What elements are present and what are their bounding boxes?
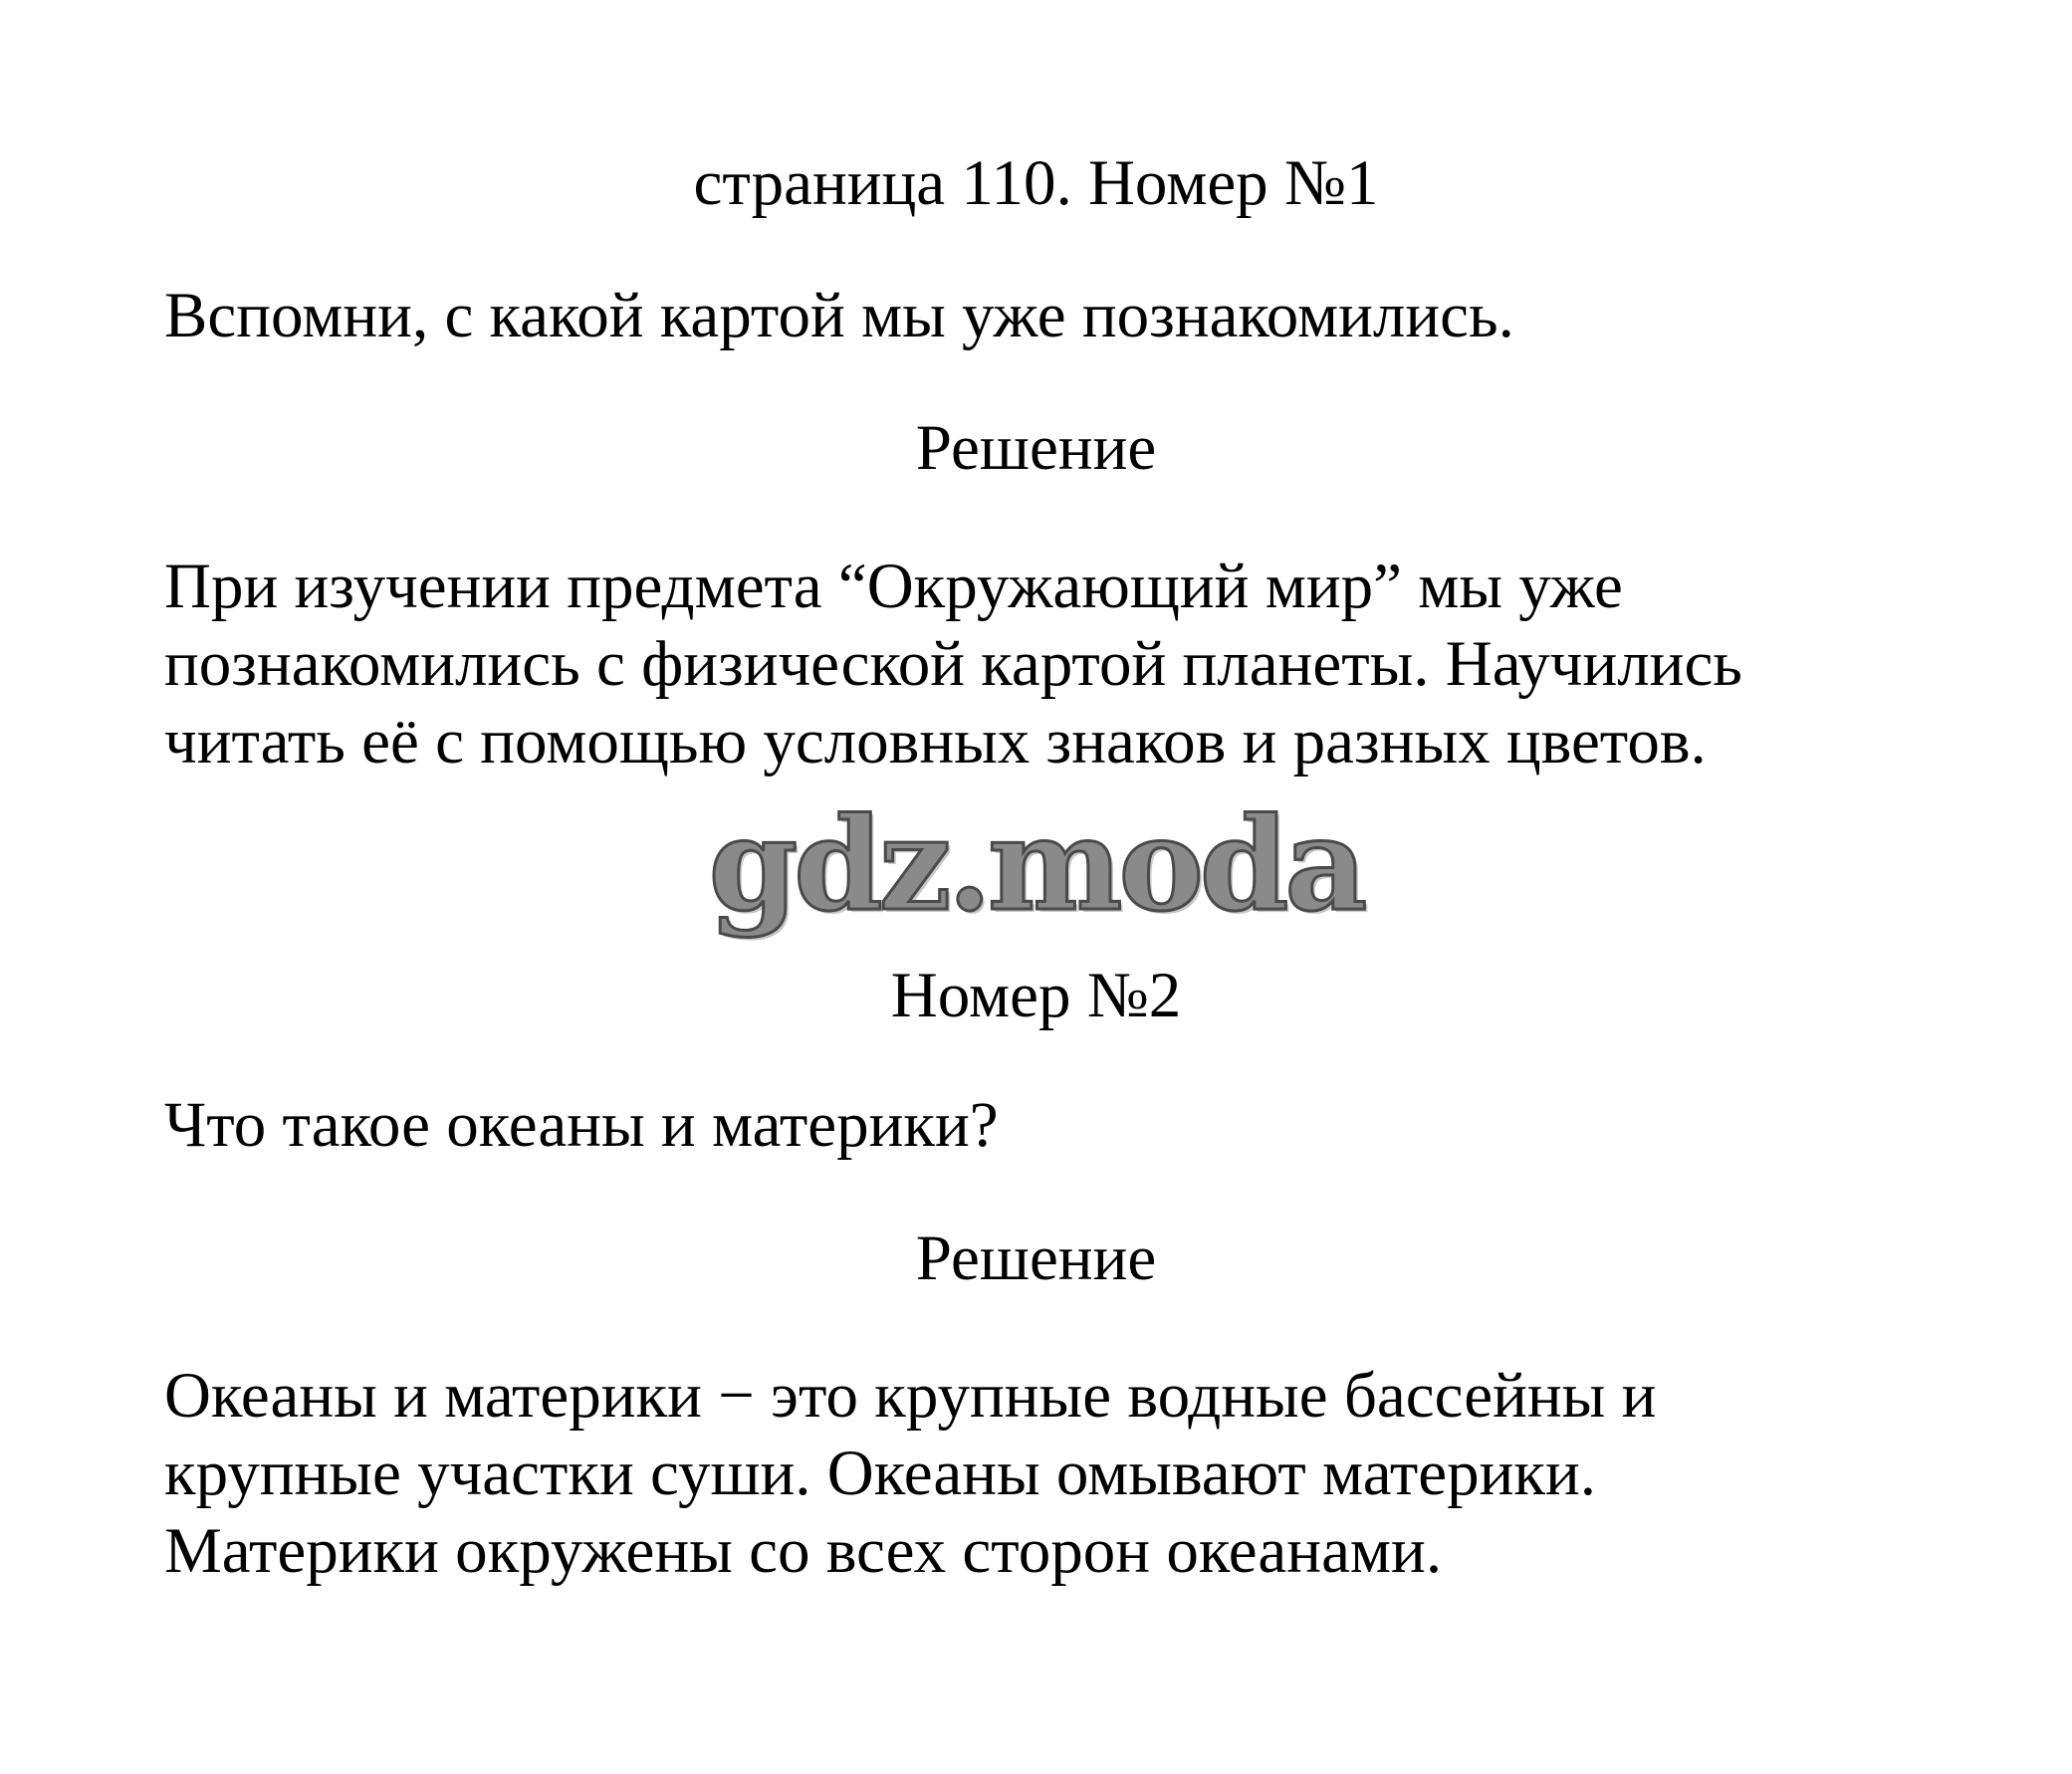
task1-answer [164,548,1957,780]
task2-question: Что такое океаны и материки? [164,1089,999,1161]
task2-solution-label: Решение [915,1222,1157,1294]
watermark-logo: gdz.moda [708,790,1364,940]
task1-question: Вспомни, с какой картой мы уже познакомились. [164,280,1514,351]
task2-answer-line: Материки окружены со всех сторон океанами. [164,1515,1443,1587]
task2-answer [164,1357,1957,1590]
task1-solution-label: Решение [915,412,1157,484]
task1-answer-line: читать её с помощью условных знаков и разных цветов. [164,706,1707,777]
task1-answer-line: познакомились с физической картой планеты. Научились [164,628,1742,700]
task2-answer-line: Океаны и материки − это крупные водные бассейны и [164,1360,1657,1432]
task2-header: Номер №2 [890,960,1182,1031]
task1-answer-line: При изучении предмета “Окружающий мир” мы уже [164,551,1623,622]
task2-answer-line: крупные участки суши. Океаны омывают материки. [164,1438,1597,1509]
task1-header: страница 110. Номер №1 [693,147,1379,219]
